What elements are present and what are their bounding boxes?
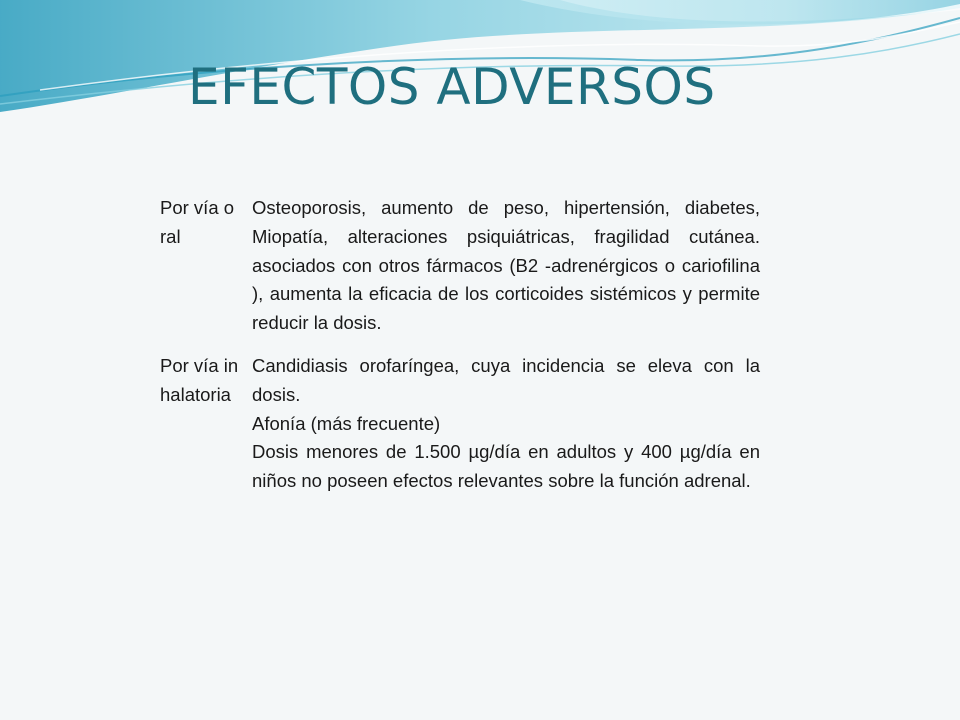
table-row-inhalatoria — [160, 352, 760, 496]
table-row-oral — [160, 194, 760, 352]
route-cell — [160, 352, 252, 496]
effects-line: Afonía (más frecuente) — [252, 412, 441, 434]
effects-text: Osteoporosis, aumento de peso, hipertensión, diabetes, Miopatía, alteraciones psiquiátricas, fragilidad cutánea. asociados con otros fármacos (B2 -adrenérgicos o cariofilina ), aumenta la eficacia de los corticoides sistémicos y permite reducir la dosis. — [252, 197, 760, 334]
route-cell — [160, 194, 252, 352]
effects-cell — [252, 194, 760, 352]
effects-line: Candidiasis orofaríngea, cuya incidencia se eleva con la dosis. — [252, 354, 760, 405]
route-label: Por vía oral — [160, 197, 235, 247]
effects-cell — [252, 352, 760, 496]
effects-line: Dosis menores de 1.500 µg/día en adultos y 400 µg/día en niños no poseen efectos relevantes sobre la función adrenal. — [252, 441, 760, 492]
route-label: Por vía inhalatoria — [160, 354, 239, 405]
slide-title: EFECTOS ADVERSOS — [188, 58, 716, 116]
adverse-effects-table — [160, 194, 760, 496]
